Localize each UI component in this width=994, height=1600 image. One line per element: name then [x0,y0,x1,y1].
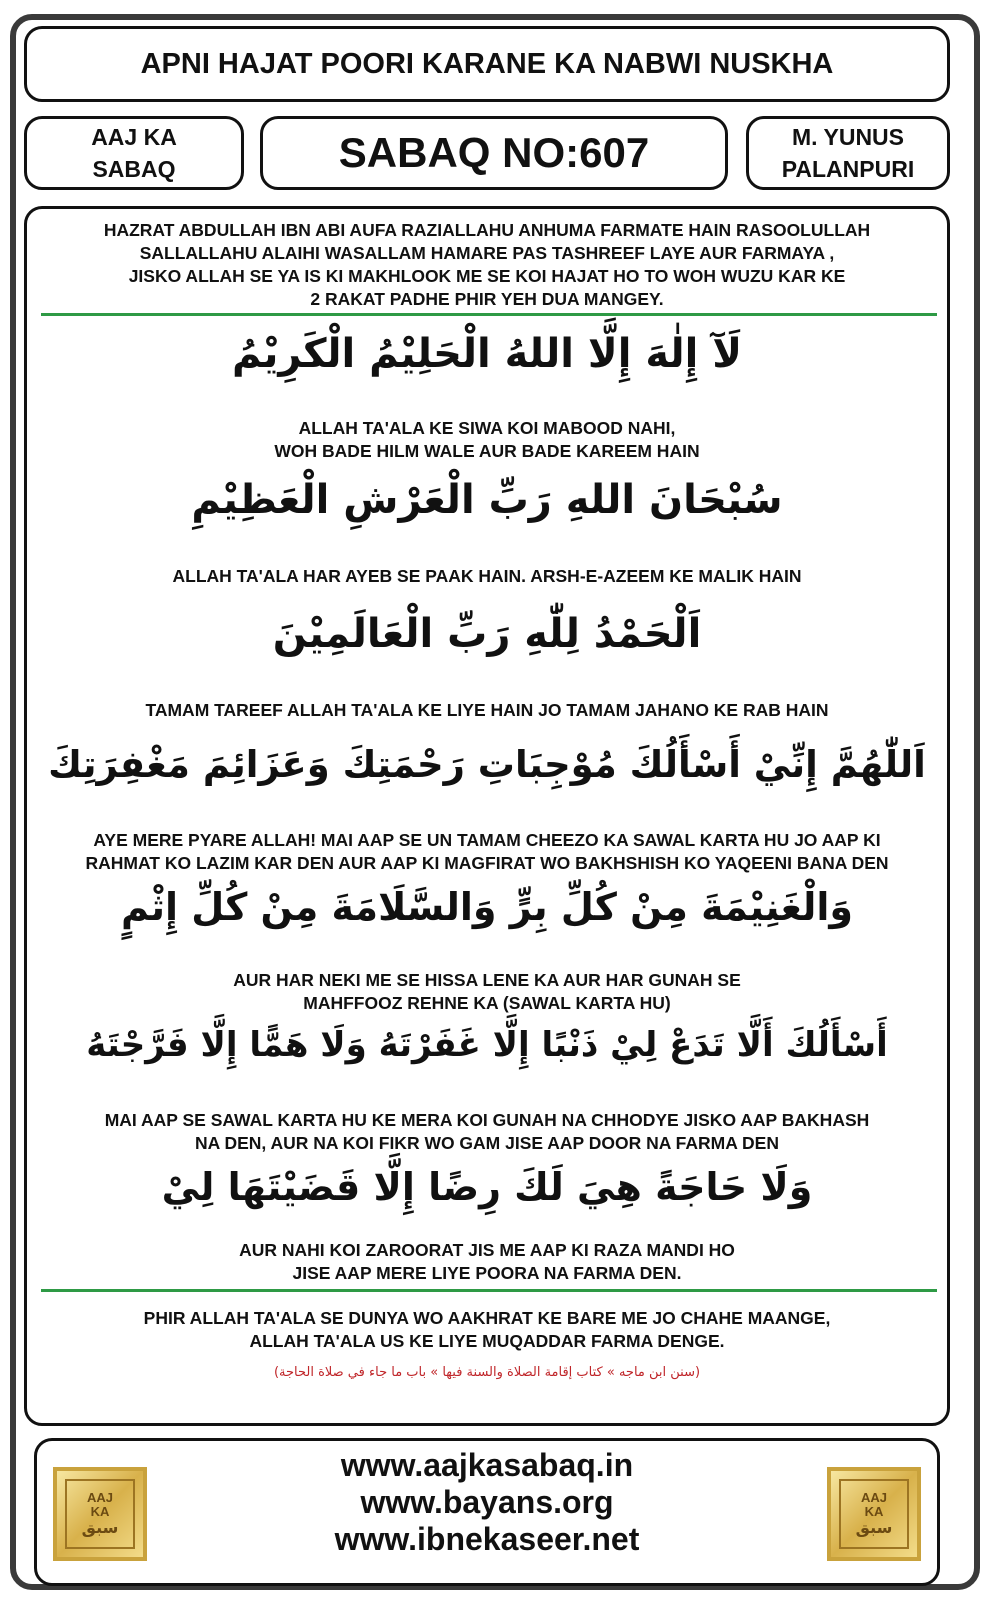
dua-arabic-2: سُبْحَانَ اللهِ رَبِّ الْعَرْشِ الْعَظِيْمِ [191,477,783,523]
logo-text: KA [864,1504,884,1519]
dua-translation-5 [27,969,947,1015]
translation-line: AYE MERE PYARE ALLAH! MAI AAP SE UN TAMAM CHEEZO KA SAWAL KARTA HU JO AAP KI [93,830,881,850]
translation-line: NA DEN, AUR NA KOI FIKR WO GAM JISE AAP DOOR NA FARMA DEN [195,1133,779,1153]
translation-line: AUR HAR NEKI ME SE HISSA LENE KA AUR HAR GUNAH SE [233,970,741,990]
aaj-ka-sabaq-box [24,116,244,190]
translation-line: WOH BADE HILM WALE AUR BADE KAREEM HAIN [274,441,700,461]
translation-line: TAMAM TAREEF ALLAH TA'ALA KE LIYE HAIN JO TAMAM JAHANO KE RAB HAIN [145,700,829,720]
sabaq-label: SABAQ [92,156,176,182]
dua-arabic-5: وَالْغَنِيْمَةَ مِنْ كُلِّ بِرٍّ وَالسَّلَامَةَ مِنْ كُلِّ إِثْمٍ [120,885,853,929]
website-link-bayans[interactable]: www.bayans.org [360,1484,614,1520]
author-box [746,116,950,190]
dua-translation-3 [27,699,947,722]
author-name-line1: M. YUNUS [791,124,905,150]
aaj-ka-label: AAJ KA [91,124,177,150]
website-link-ibnekaseer[interactable]: www.ibnekaseer.net [334,1521,640,1557]
intro-line: JISKO ALLAH SE YA IS KI MAKHLOOK ME SE KOI HAJAT HO TO WOH WUZU KAR KE [128,266,846,286]
logo-text: AAJ [860,1490,887,1505]
website-links [37,1447,937,1558]
translation-line: MAHFFOOZ REHNE KA (SAWAL KARTA HU) [303,993,671,1013]
dua-translation-7 [27,1239,947,1285]
dua-arabic-1: لَآ إِلٰهَ إِلَّا اللهُ الْحَلِيْمُ الْكَرِيْمُ [231,331,743,377]
logo-text: سبق [855,1518,893,1537]
translation-line: AUR NAHI KOI ZAROORAT JIS ME AAP KI RAZA MANDI HO [239,1240,735,1260]
page-title-box [24,26,950,102]
logo-emblem [839,1479,909,1549]
dua-translation-1 [27,417,947,463]
dua-arabic-6: أَسْأَلُكَ أَلَّا تَدَعْ لِيْ ذَنْبًا إِلَّا غَفَرْتَهُ وَلَا هَمًّا إِلَّا فَرَّجْتَهُ [86,1025,888,1065]
hadith-reference: (سنن ابن ماجه » كتاب إقامة الصلاة والسنة فيها » باب ما جاء في صلاة الحاجة) [273,1365,701,1380]
closing-line: ALLAH TA'ALA US KE LIYE MUQADDAR FARMA DENGE. [249,1331,725,1351]
page-title: APNI HAJAT POORI KARANE KA NABWI NUSKHA [140,47,834,80]
intro-line: HAZRAT ABDULLAH IBN ABI AUFA RAZIALLAHU ANHUMA FARMATE HAIN RASOOLULLAH [103,220,871,240]
green-divider-top [41,313,937,316]
aaj-ka-sabaq-logo-right [827,1467,921,1561]
sabaq-number: SABAQ NO:607 [338,129,650,176]
dua-arabic-3: اَلْحَمْدُ لِلّٰهِ رَبِّ الْعَالَمِيْنَ [272,611,702,657]
logo-text: سبق [81,1518,119,1537]
author-name-line2: PALANPURI [781,156,915,182]
intro-line: 2 RAKAT PADHE PHIR YEH DUA MANGEY. [310,289,664,309]
dua-arabic-7: وَلَا حَاجَةً هِيَ لَكَ رِضًا إِلَّا قَضَيْتَهَا لِيْ [161,1165,813,1209]
main-content-box [24,206,950,1426]
green-divider-bottom [41,1289,937,1292]
translation-line: RAHMAT KO LAZIM KAR DEN AUR AAP KI MAGFIRAT WO BAKHSHISH KO YAQEENI BANA DEN [85,853,889,873]
translation-line: JISE AAP MERE LIYE POORA NA FARMA DEN. [292,1263,682,1283]
translation-line: MAI AAP SE SAWAL KARTA HU KE MERA KOI GUNAH NA CHHODYE JISKO AAP BAKHASH [104,1110,870,1130]
dua-translation-6 [27,1109,947,1155]
closing-line: PHIR ALLAH TA'ALA SE DUNYA WO AAKHRAT KE BARE ME JO CHAHE MAANGE, [143,1308,831,1328]
logo-text: AAJ [86,1490,113,1505]
dua-translation-2 [27,565,947,588]
intro-paragraph [27,219,947,311]
dua-translation-4 [27,829,947,875]
translation-line: ALLAH TA'ALA KE SIWA KOI MABOOD NAHI, [298,418,676,438]
translation-line: ALLAH TA'ALA HAR AYEB SE PAAK HAIN. ARSH-E-AZEEM KE MALIK HAIN [172,566,802,586]
intro-line: SALLALLAHU ALAIHI WASALLAM HAMARE PAS TASHREEF LAYE AUR FARMAYA , [139,243,835,263]
sabaq-number-box [260,116,728,190]
logo-text: KA [90,1504,110,1519]
footer-box [34,1438,940,1586]
website-link-aajkasabaq[interactable]: www.aajkasabaq.in [340,1447,634,1483]
dua-arabic-4: اَللّٰهُمَّ إِنِّيْ أَسْأَلُكَ مُوْجِبَاتِ رَحْمَتِكَ وَعَزَائِمَ مَغْفِرَتِكَ [48,743,926,786]
closing-paragraph [27,1307,947,1353]
